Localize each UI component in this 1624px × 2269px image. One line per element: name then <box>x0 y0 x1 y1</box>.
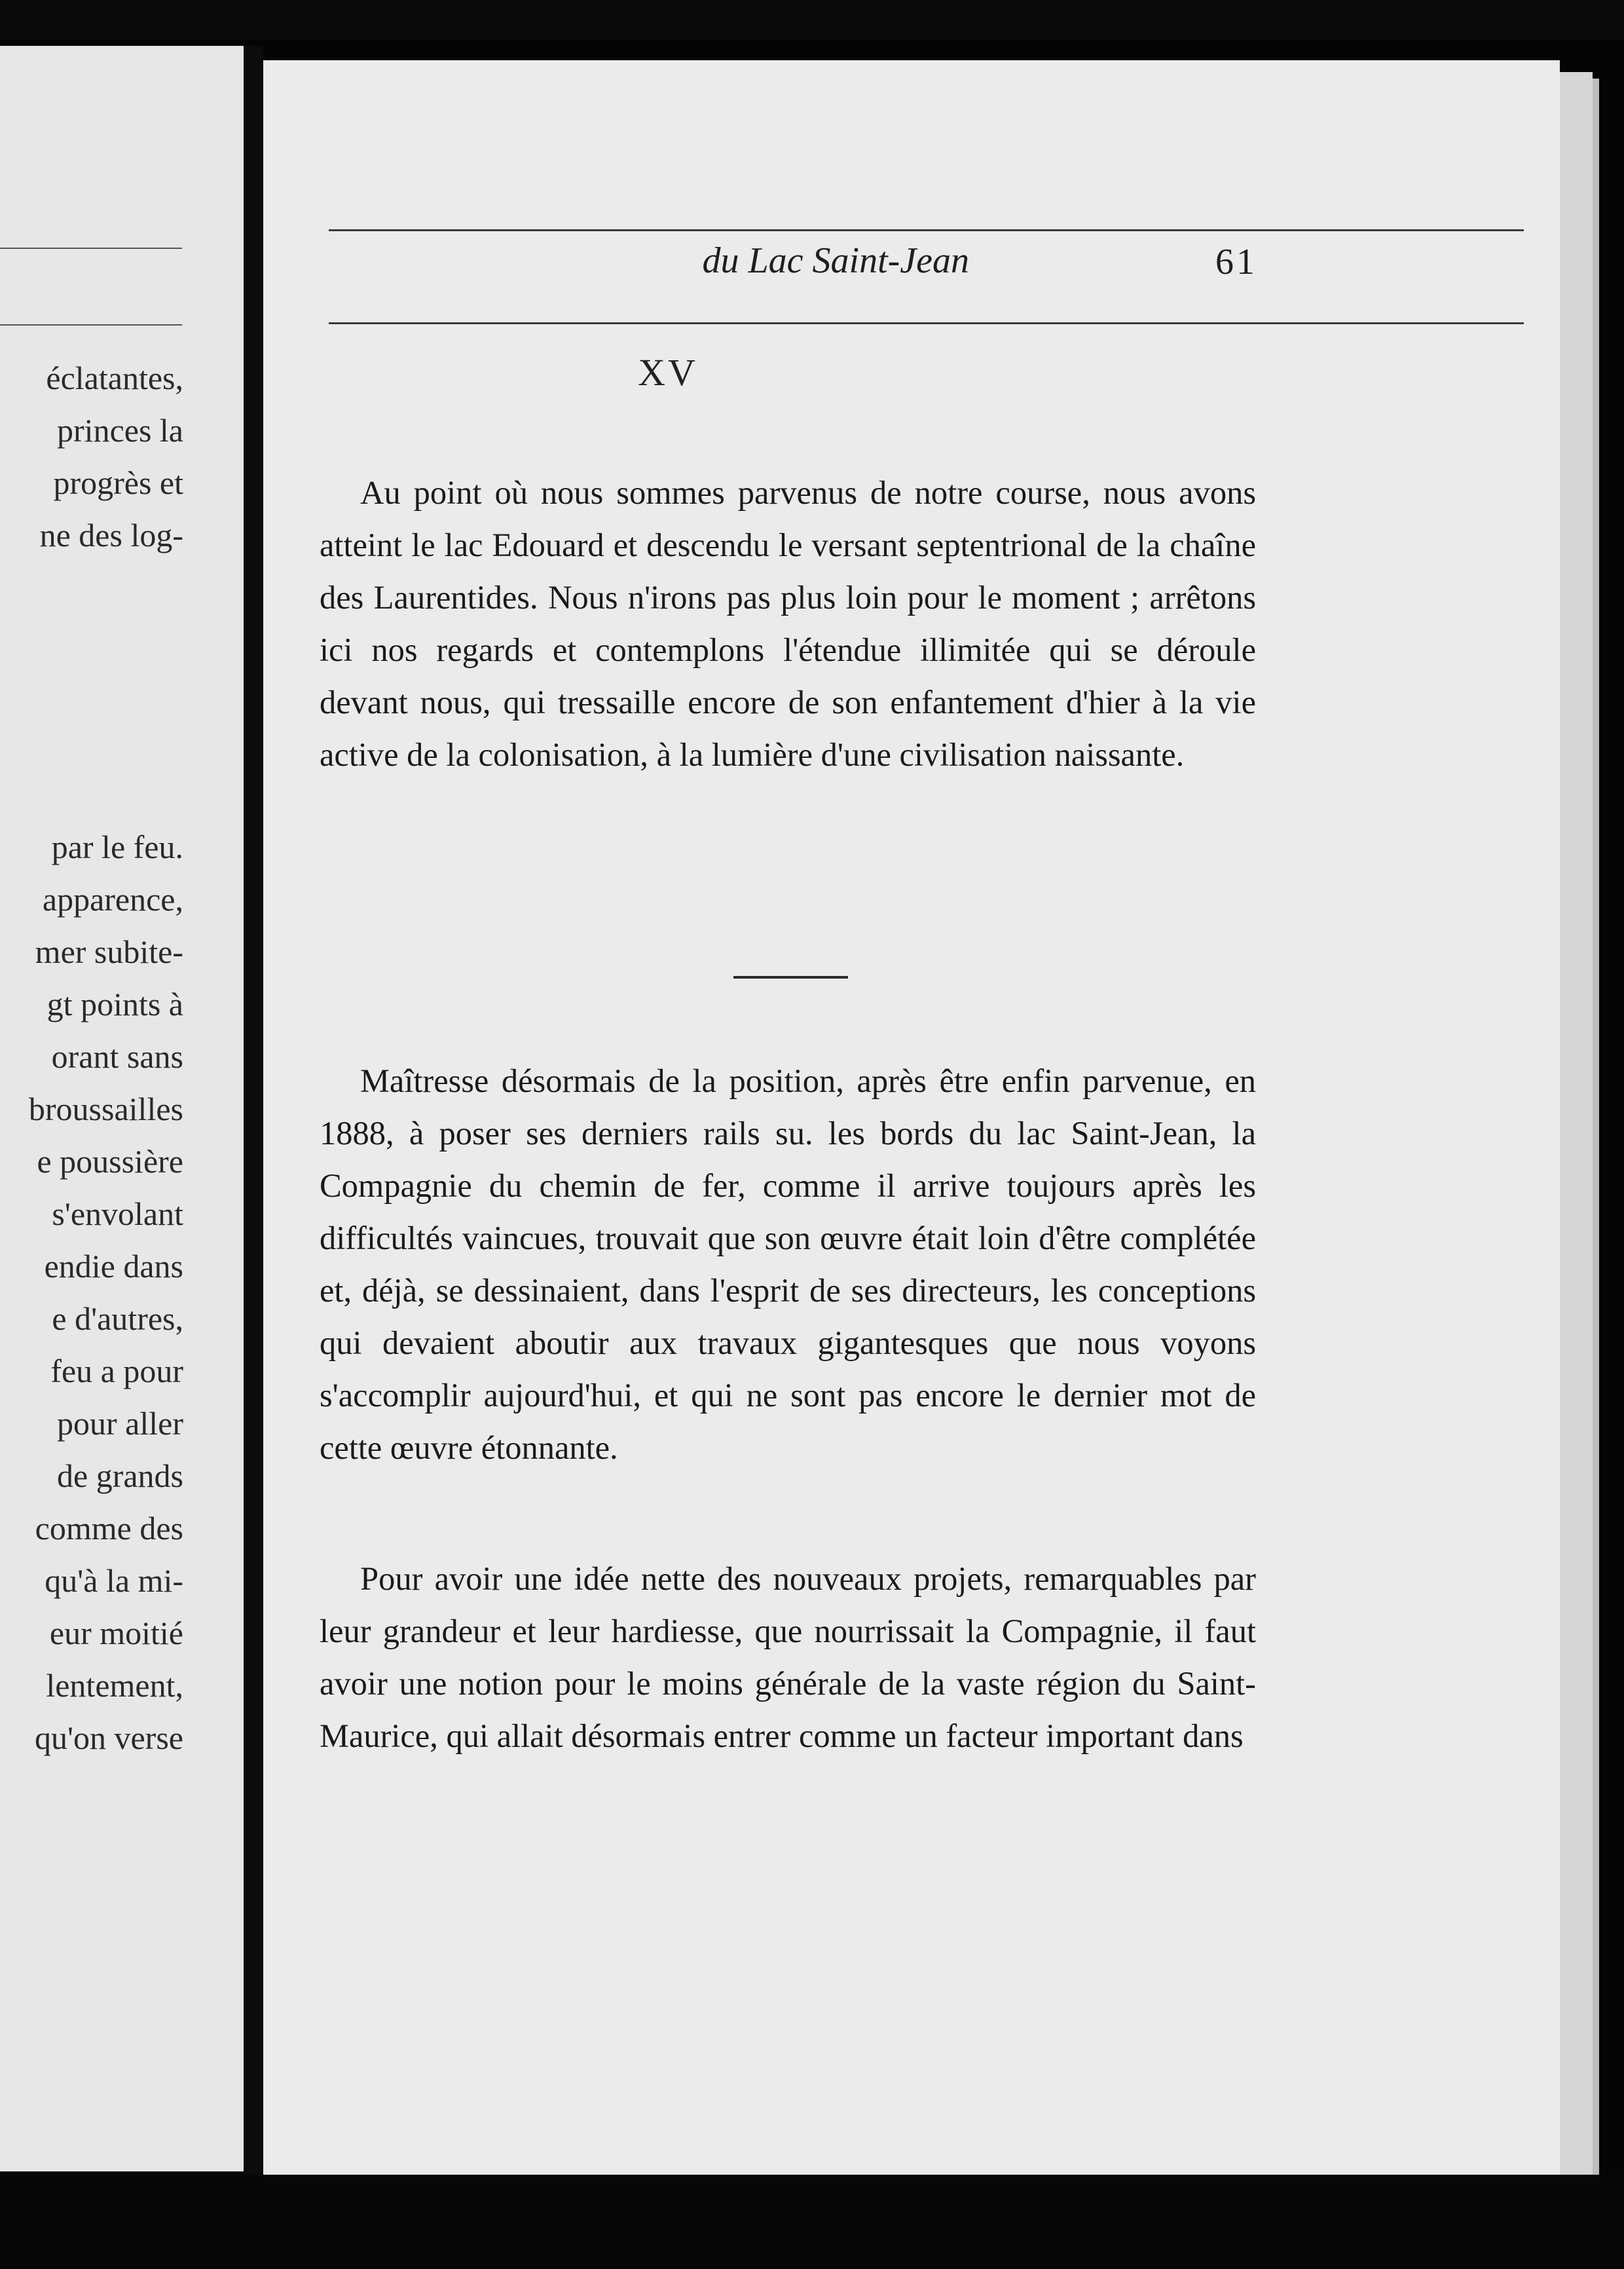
section-divider <box>733 976 848 979</box>
left-page-line: progrès et <box>53 464 183 501</box>
paragraph-1 <box>320 466 1256 781</box>
paragraph-3 <box>320 1552 1256 1762</box>
left-page-line: lentement, <box>46 1667 183 1704</box>
left-page-line: par le feu. <box>51 829 183 865</box>
left-page-line: qu'on verse <box>34 1719 183 1756</box>
running-title: du Lac Saint-Jean <box>702 240 969 281</box>
chapter-number: XV <box>638 351 698 394</box>
film-border-bottom <box>0 2175 1624 2269</box>
left-page-line: de grands <box>57 1457 183 1494</box>
page-edge <box>1560 72 1593 2178</box>
film-border-top <box>0 0 1624 39</box>
header-rule-top <box>329 229 1524 231</box>
page-edge-shadow <box>1593 79 1599 2175</box>
left-page-line: gt points à <box>46 986 183 1022</box>
left-page-line: ne des log- <box>39 517 183 553</box>
left-page-line: endie dans <box>44 1248 183 1285</box>
left-page-line: pour aller <box>57 1405 183 1442</box>
left-page-line: qu'à la mi- <box>45 1562 183 1599</box>
left-page-line: éclatantes, <box>46 360 183 396</box>
left-page-line: e poussière <box>37 1143 183 1180</box>
paragraph-2 <box>320 1055 1256 1474</box>
paragraph-text: Pour avoir une idée nette des nouveaux projets, remarquables par leur grandeur et leur hardiesse, que nourrissait la Compagnie, il faut avoir une notion pour le moins générale de la vaste région du Saint-Maurice, qui allait désormais entrer comme un facteur important dans <box>320 1560 1256 1754</box>
left-page-line: e d'autres, <box>52 1300 183 1337</box>
paragraph-text: Au point où nous sommes parvenus de notre course, nous avons atteint le lac Edouard et descendu le versant septentrional de la chaîne des Laurentides. Nous n'irons pas plus loin pour le moment ; arrêtons ici nos regards et contemplons l'étendue illimitée qui se déroule devant nous, qui tressaille encore de son enfantement d'hier à la vie active de la colonisation, à la lumière d'une civilisation naissante. <box>320 474 1256 773</box>
left-page-rule-2 <box>0 324 182 326</box>
left-page-line: orant sans <box>51 1038 183 1075</box>
left-page-line: apparence, <box>42 881 183 918</box>
paragraph-text: Maîtresse désormais de la position, après être enfin parvenue, en 1888, à poser ses derniers rails su. les bords du lac Saint-Jean, la Compagnie du chemin de fer, comme il arrive toujours après les difficultés vaincues, trouvait que son œuvre était loin d'être complétée et, déjà, se dessinaient, dans l'esprit de ses directeurs, les conceptions qui devaient aboutir aux travaux gigantesques que nous voyons s'accomplir aujourd'hui, et qui ne sont pas encore le dernier mot de cette œuvre étonnante. <box>320 1062 1256 1466</box>
left-page-line: feu a pour <box>50 1353 183 1389</box>
left-page-line: comme des <box>35 1510 183 1547</box>
header-rule-bottom <box>329 322 1524 324</box>
left-page-line: eur moitié <box>49 1615 183 1651</box>
left-page-line: broussailles <box>28 1091 183 1127</box>
left-page-line: mer subite- <box>35 933 183 970</box>
left-page-line: princes la <box>57 412 183 449</box>
page-number: 61 <box>1215 242 1257 282</box>
left-page-line: s'envolant <box>52 1195 183 1232</box>
